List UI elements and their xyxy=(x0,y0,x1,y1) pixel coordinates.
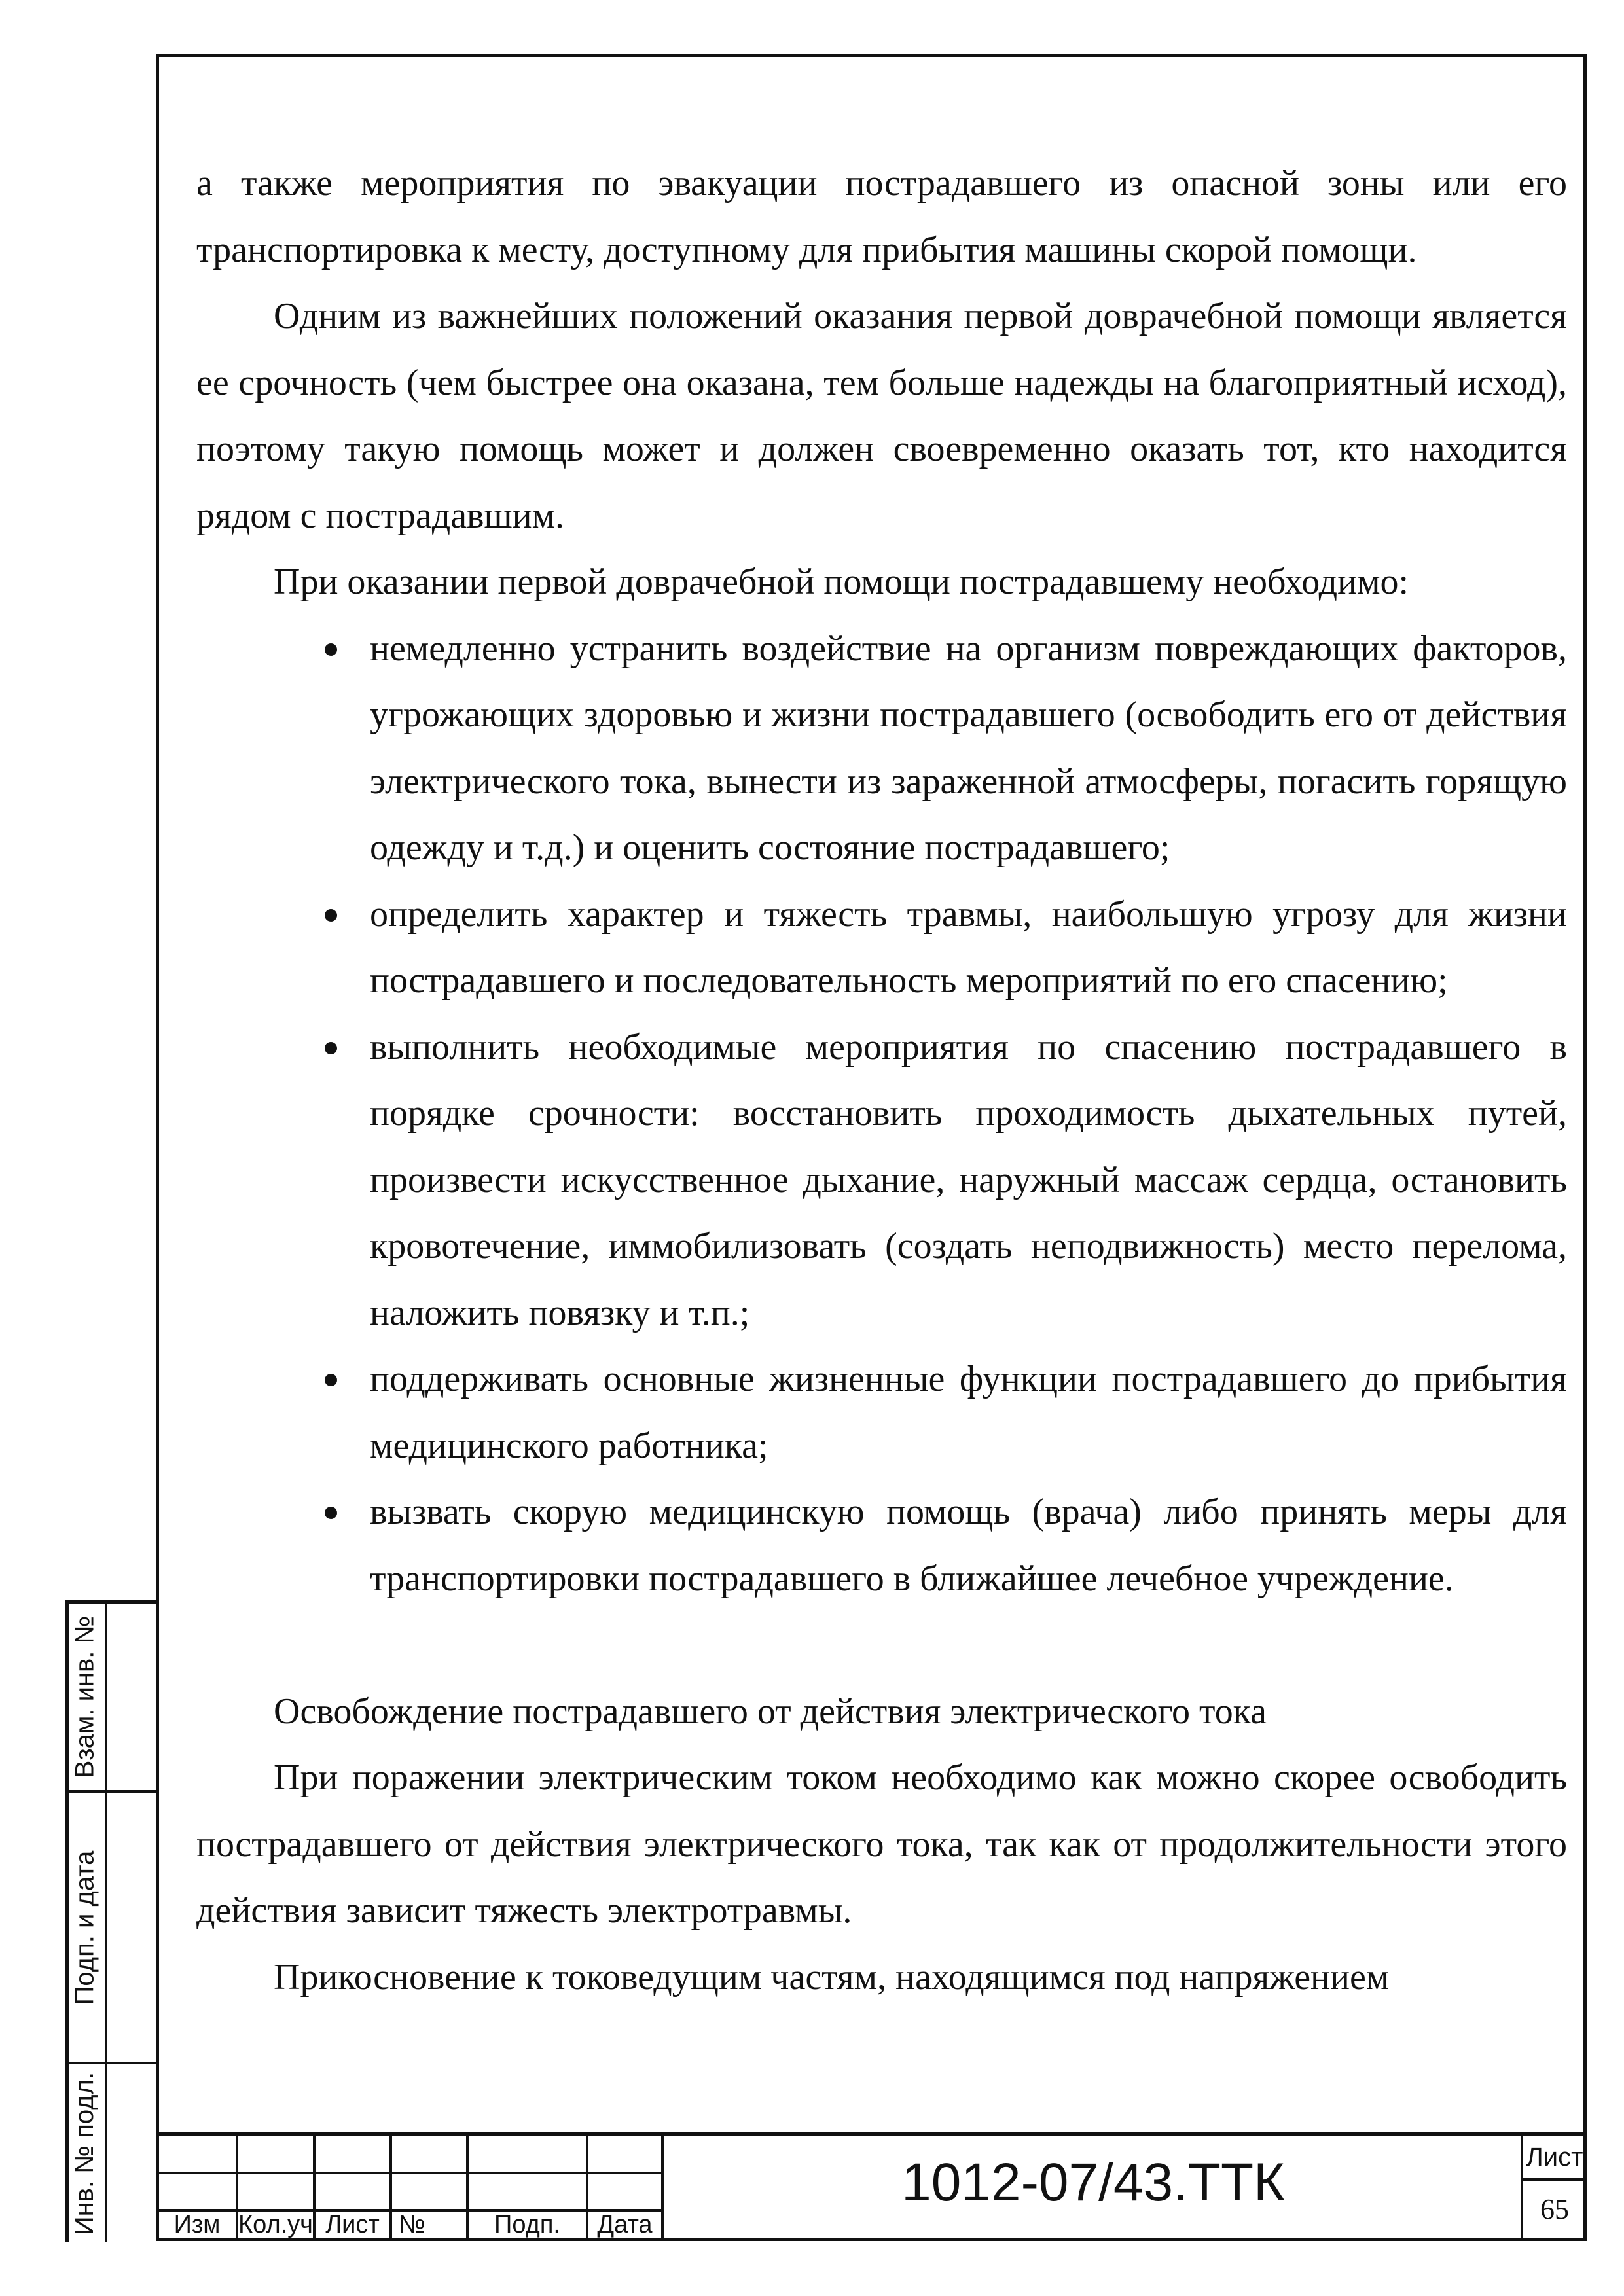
column-quantity: Кол.уч xyxy=(238,2210,313,2238)
document-code: 1012-07/43.ТТК xyxy=(901,2153,1285,2212)
column-number: № xyxy=(399,2210,425,2238)
bullet-icon xyxy=(325,1507,337,1519)
bullet-icon xyxy=(325,1042,337,1054)
column-date: Дата xyxy=(597,2210,653,2238)
column-signature: Подп. xyxy=(494,2210,560,2238)
paragraph-continuation: а также мероприятия по эвакуации пострадавшего из опасной зоны или его транспортировка к месту, доступному для прибытия машины скорой помощи. xyxy=(196,163,1567,270)
list-item: поддерживать основные жизненные функции пострадавшего до прибытия медицинского работника; xyxy=(196,1346,1567,1479)
sheet-label: Лист xyxy=(1526,2142,1583,2172)
stamp-replaced-inventory: Взам. инв. № xyxy=(70,1615,99,1778)
bullet-icon xyxy=(325,1374,337,1386)
list-item: немедленно устранить воздействие на организм повреждающих факторов, угрожающих здоровью и жизни пострадавшего (освободить его от действия электрического тока, вынести из зараженной атмосферы, погасить горящую одежду и т.д.) и оценить состояние пострадавшего; xyxy=(196,616,1567,882)
stamp-signature-date: Подп. и дата xyxy=(70,1850,99,2005)
column-change: Изм xyxy=(173,2210,221,2238)
bullet-icon xyxy=(325,909,337,922)
document-body xyxy=(196,151,1567,2011)
sheet-number: 65 xyxy=(1540,2193,1569,2225)
paragraph-urgency: Одним из важнейших положений оказания первой доврачебной помощи является ее срочность (чем быстрее она оказана, тем больше надежды на благоприятный исход), поэтому такую помощь может и должен своевременно оказать тот, кто находится рядом с пострадавшим. xyxy=(196,296,1567,536)
list-item: выполнить необходимые мероприятия по спасению пострадавшего в порядке срочности: восстановить проходимость дыхательных путей, произвести искусственное дыхание, наружный массаж сердца, остановить кровотечение, иммобилизовать (создать неподвижность) место перелома, наложить повязку и т.п.; xyxy=(196,1014,1567,1347)
stamp-original-inventory: Инв. № подл. xyxy=(70,2072,99,2235)
column-sheet: Лист xyxy=(325,2210,380,2238)
paragraph-electric-shock: При поражении электрическим током необходимо как можно скорее освободить пострадавшего от действия электрического тока, так как от продолжительности этого действия зависит тяжесть электротравмы. xyxy=(196,1757,1567,1931)
list-item: определить характер и тяжесть травмы, наибольшую угрозу для жизни пострадавшего и последовательность мероприятий по его спасению; xyxy=(196,882,1567,1014)
list-item: вызвать скорую медицинскую помощь (врача) либо принять меры для транспортировки пострадавшего в ближайшее лечебное учреждение. xyxy=(196,1479,1567,1612)
section-heading: Освобождение пострадавшего от действия электрического тока xyxy=(274,1691,1267,1732)
list-intro: При оказании первой доврачебной помощи пострадавшему необходимо: xyxy=(274,562,1409,602)
bullet-icon xyxy=(325,643,337,656)
first-aid-list xyxy=(196,616,1567,1613)
paragraph-live-parts: Прикосновение к токоведущим частям, находящимся под напряжением xyxy=(274,1956,1390,1998)
